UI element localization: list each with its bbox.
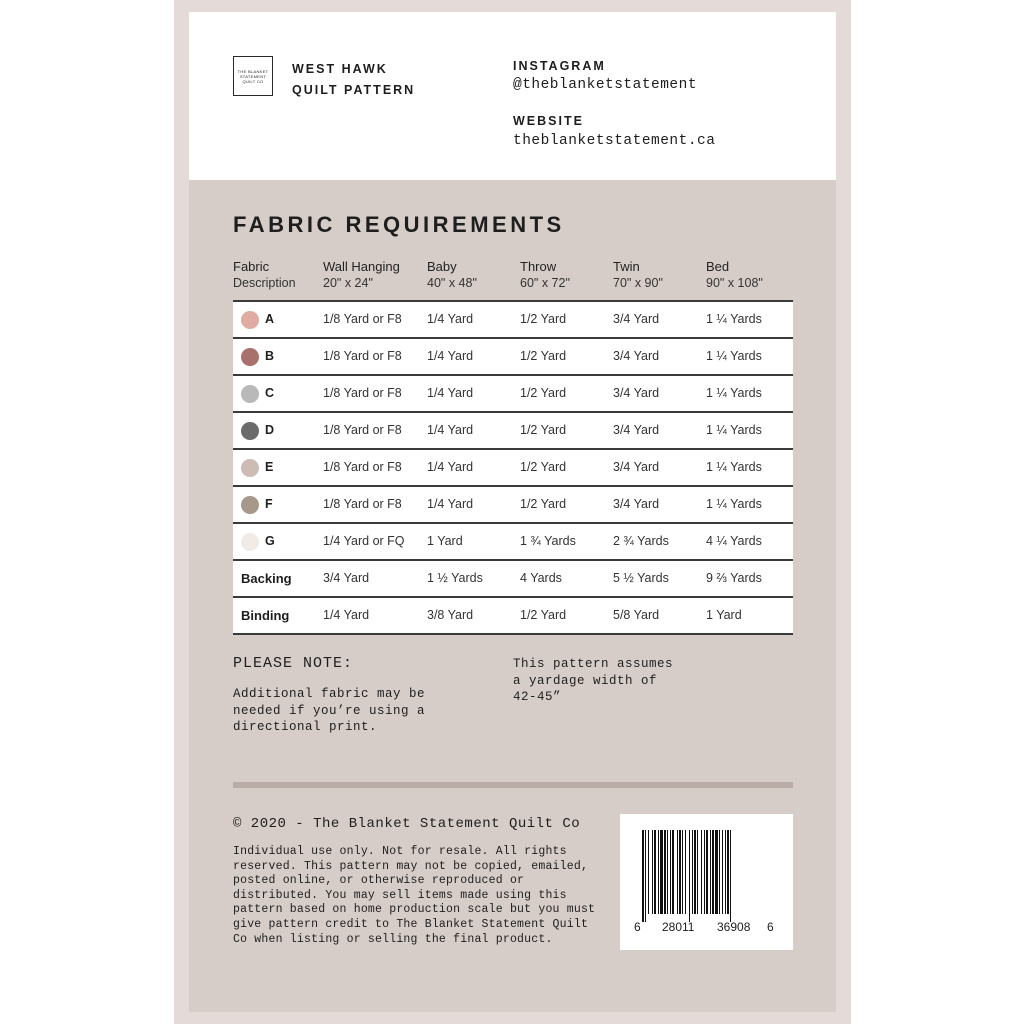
table-cell: 3/4 Yard	[613, 312, 660, 326]
table-cell: 1/4 Yard	[427, 386, 474, 400]
barcode-bar	[658, 830, 659, 914]
table-cell: 1/4 Yard	[427, 349, 474, 363]
note-text: Additional fabric may be needed if you’re using a directional print.	[233, 687, 426, 734]
table-row	[233, 561, 793, 598]
table-cell: 3/4 Yard	[613, 460, 660, 474]
barcode-bar	[712, 830, 714, 914]
table-cell: 1/4 Yard	[427, 460, 474, 474]
table-cell: 1/8 Yard or F8	[323, 312, 402, 326]
column-header-size: 20" x 24"	[323, 276, 373, 290]
barcode-bar	[701, 830, 702, 914]
table-cell: 3/8 Yard	[427, 608, 474, 622]
table-cell: 1 ¼ Yards	[706, 312, 762, 326]
table-cell: 1/4 Yard or FQ	[323, 534, 405, 548]
barcode-bar	[725, 830, 726, 914]
barcode-bar	[670, 830, 671, 914]
barcode-bar	[722, 830, 723, 914]
barcode-bar	[715, 830, 718, 914]
table-row	[233, 339, 793, 376]
table-cell: 1/4 Yard	[427, 497, 474, 511]
table-cell: 2 ¾ Yards	[613, 534, 669, 548]
table-cell: 1/4 Yard	[427, 423, 474, 437]
barcode-bar	[694, 830, 696, 914]
barcode-bar	[719, 830, 720, 914]
barcode-bar	[706, 830, 708, 914]
table-cell: 3/4 Yard	[613, 423, 660, 437]
barcode-bar	[660, 830, 663, 914]
column-header-size: 40" x 48"	[427, 276, 477, 290]
fabric-code: D	[265, 423, 275, 437]
fabric-swatch	[241, 422, 259, 440]
yardage-note: This pattern assumes a yardage width of 42-45”	[513, 657, 674, 704]
table-cell: 1 ¼ Yards	[706, 497, 762, 511]
barcode-bar	[704, 830, 705, 914]
table-row	[233, 487, 793, 524]
table-cell: 1 ¼ Yards	[706, 386, 762, 400]
fabric-code: G	[265, 534, 275, 548]
barcode-bar	[645, 830, 646, 922]
table-cell: 1/8 Yard or F8	[323, 497, 402, 511]
table-cell: 1/8 Yard or F8	[323, 349, 402, 363]
fabric-swatch	[241, 496, 259, 514]
table-cell: 1/8 Yard or F8	[323, 386, 402, 400]
column-header-label: Throw	[520, 259, 557, 274]
table-cell: 1/2 Yard	[520, 349, 567, 363]
table-cell: 1 ½ Yards	[427, 571, 483, 585]
section-title: FABRIC REQUIREMENTS	[233, 212, 565, 237]
column-header	[520, 259, 570, 291]
barcode-bar	[697, 830, 698, 914]
table-cell: 4 ¼ Yards	[706, 534, 762, 548]
table-cell: 1/4 Yard	[427, 312, 474, 326]
table-cell: 5/8 Yard	[613, 608, 660, 622]
table-row	[233, 413, 793, 450]
fabric-swatch	[241, 311, 259, 329]
barcode-bar	[689, 830, 690, 922]
column-header-size: 60" x 72"	[520, 276, 570, 290]
instagram-label: INSTAGRAM	[513, 59, 606, 73]
barcode-bar	[679, 830, 681, 914]
pattern-name-line2: QUILT PATTERN	[292, 83, 416, 97]
row-label: Backing	[241, 571, 292, 586]
barcode-bar	[664, 830, 666, 914]
fabric-code: F	[265, 497, 273, 511]
instagram-handle[interactable]: @theblanketstatement	[513, 77, 698, 93]
fabric-code: C	[265, 386, 275, 400]
barcode-bar	[682, 830, 683, 914]
barcode-bar	[672, 830, 674, 914]
table-cell: 1 ¾ Yards	[520, 534, 576, 548]
logo-text: THE BLANKET STATEMENT QUILT CO	[237, 68, 269, 84]
barcode-bar	[642, 830, 644, 922]
note-title: PLEASE NOTE:	[233, 655, 354, 672]
fabric-swatch	[241, 533, 259, 551]
barcode-bar	[727, 830, 729, 914]
table-row	[233, 302, 793, 339]
table-cell: 1 ¼ Yards	[706, 460, 762, 474]
fabric-code: E	[265, 460, 274, 474]
column-header-label: Twin	[613, 259, 640, 274]
fabric-swatch	[241, 348, 259, 366]
barcode	[620, 814, 793, 950]
website-label: WEBSITE	[513, 114, 584, 128]
fabric-code: A	[265, 312, 275, 326]
barcode-bar	[730, 830, 731, 922]
table-cell: 5 ½ Yards	[613, 571, 669, 585]
table-row	[233, 376, 793, 413]
barcode-bar	[710, 830, 711, 914]
table-cell: 1/8 Yard or F8	[323, 423, 402, 437]
column-header	[706, 259, 763, 291]
table-cell: 3/4 Yard	[613, 497, 660, 511]
pattern-name	[292, 59, 415, 101]
column-header-size: 70" x 90"	[613, 276, 663, 290]
table-row	[233, 524, 793, 561]
divider	[233, 782, 793, 788]
barcode-digit-3: 36908	[717, 920, 751, 934]
column-header	[427, 259, 477, 291]
table-cell: 4 Yards	[520, 571, 562, 585]
table-cell: 1 ¼ Yards	[706, 349, 762, 363]
table-cell: 3/4 Yard	[323, 571, 370, 585]
column-header	[233, 259, 296, 291]
barcode-digit-2: 28011	[662, 920, 695, 934]
row-label: Binding	[241, 608, 290, 623]
barcode-digit-4: 6	[767, 920, 774, 934]
column-header-label: Wall Hanging	[323, 259, 400, 274]
table-cell: 1 Yard	[706, 608, 742, 622]
table-cell: 3/4 Yard	[613, 386, 660, 400]
table-cell: 1/2 Yard	[520, 312, 567, 326]
fabric-table	[233, 300, 793, 635]
table-cell: 1/2 Yard	[520, 497, 567, 511]
header-section	[189, 12, 836, 180]
table-cell: 1/2 Yard	[520, 423, 567, 437]
barcode-bar	[692, 830, 693, 914]
barcode-bars	[638, 830, 776, 922]
column-header-size: Description	[233, 276, 296, 290]
table-row	[233, 450, 793, 487]
barcode-bar	[677, 830, 678, 914]
brand-logo	[233, 56, 273, 96]
table-cell: 3/4 Yard	[613, 349, 660, 363]
column-header	[323, 259, 400, 291]
barcode-bar	[654, 830, 656, 914]
table-cell: 9 ⅔ Yards	[706, 571, 762, 585]
fabric-code: B	[265, 349, 275, 363]
barcode-bar	[667, 830, 668, 914]
pattern-name-line1: WEST HAWK	[292, 62, 388, 76]
table-cell: 1/4 Yard	[323, 608, 370, 622]
barcode-bar	[652, 830, 653, 914]
table-cell: 1/2 Yard	[520, 608, 567, 622]
table-cell: 1 Yard	[427, 534, 463, 548]
fabric-swatch	[241, 459, 259, 477]
column-header	[613, 259, 663, 291]
fabric-swatch	[241, 385, 259, 403]
legal-text: Individual use only. Not for resale. All rights reserved. This pattern may not be copied, emailed, posted online, or otherwise reproduced or distributed. You may sell items made using this pattern based on home production scale but you must give pattern credit to The Blanket Statement Quilt Co when listing or selling the final product.	[233, 845, 596, 946]
barcode-digit-1: 6	[634, 920, 641, 934]
table-cell: 1/8 Yard or F8	[323, 460, 402, 474]
table-cell: 1 ¼ Yards	[706, 423, 762, 437]
column-header-label: Bed	[706, 259, 730, 274]
column-header-label: Fabric	[233, 259, 270, 274]
table-row	[233, 598, 793, 635]
copyright: © 2020 - The Blanket Statement Quilt Co	[233, 816, 581, 832]
barcode-bar	[648, 830, 649, 914]
table-cell: 1/2 Yard	[520, 460, 567, 474]
column-header-label: Baby	[427, 259, 457, 274]
barcode-bar	[685, 830, 686, 914]
table-cell: 1/2 Yard	[520, 386, 567, 400]
column-header-size: 90" x 108"	[706, 276, 763, 290]
website-link[interactable]: theblanketstatement.ca	[513, 133, 716, 149]
